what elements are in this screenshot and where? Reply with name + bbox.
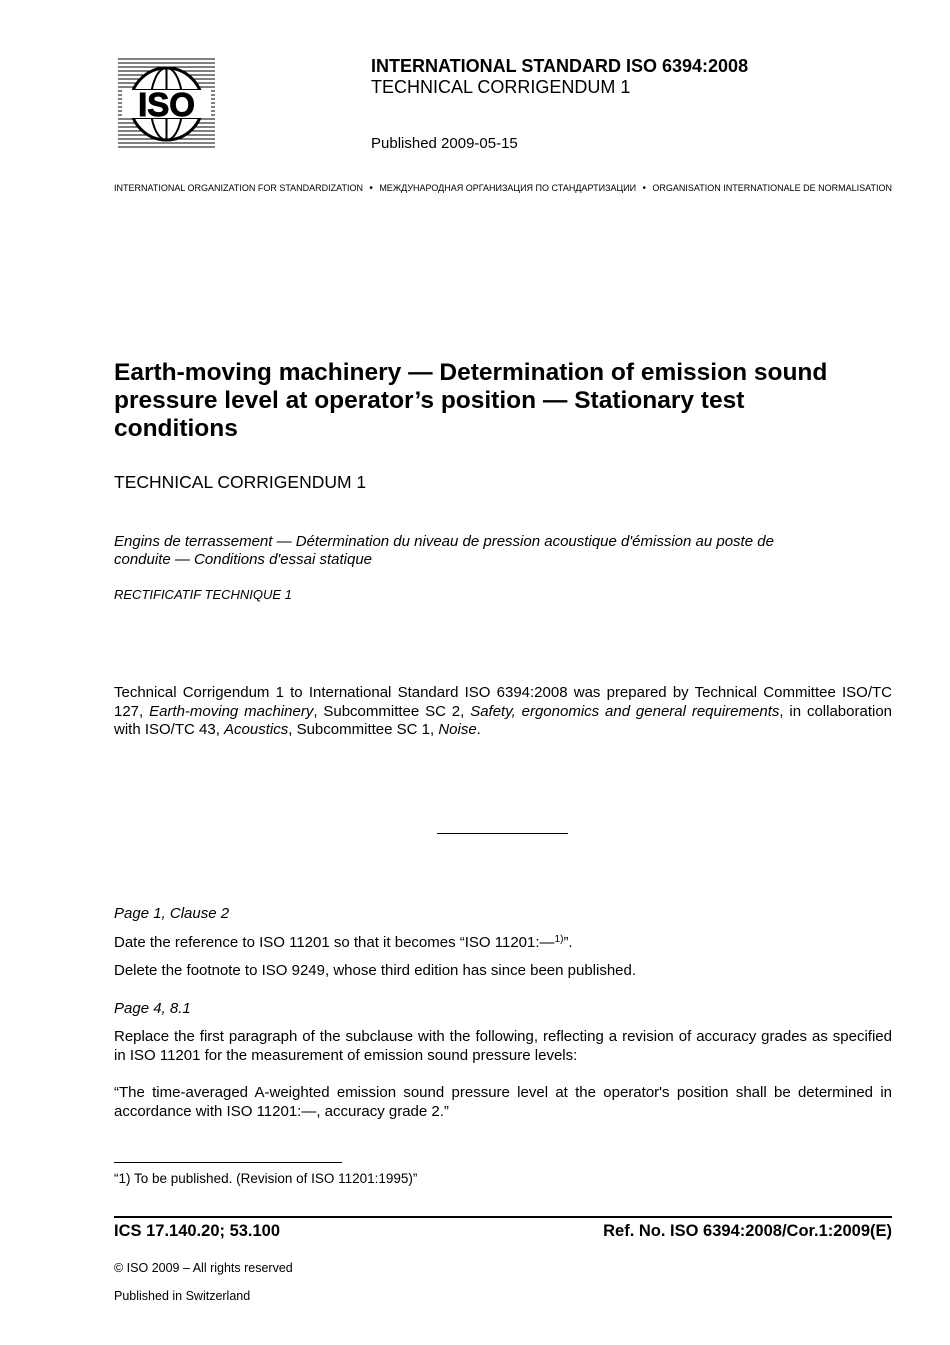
iso-logo [118,57,215,151]
clause-8-1-instruction: Replace the first paragraph of the subclause with the following, reflecting a revision of accuracy grades as specified in ISO 11201 for the measurement of emission sound pressure levels: [114,1028,892,1064]
org-name-russian: МЕЖДУНАРОДНАЯ ОРГАНИЗАЦИЯ ПО СТАНДАРТИЗАЦИИ [379,183,637,193]
organization-line [114,183,892,194]
committee-name: Earth-moving machinery [149,702,314,720]
footnote-rule [114,1162,342,1163]
clause-2-instruction-2: Delete the footnote to ISO 9249, whose third edition has since been published. [114,962,637,979]
intro-text: , Subcommittee SC 2, [313,702,471,720]
intro-paragraph [114,684,892,740]
intro-text: , in collaboration with ISO/TC 43, [114,702,893,738]
french-title-line: Engins de terrassement — Détermination du niveau de pression acoustique d'émission au poste de [114,533,774,550]
clause-8-1-heading: Page 4, 8.1 [114,1000,191,1017]
sc1-name: Noise [438,721,477,738]
clause-8-1-replacement-text: “The time-averaged A-weighted emission sound pressure level at the operator's position shall be determined in accordance with ISO 11201:—, accuracy grade 2.” [114,1084,892,1120]
clause-2-instruction-1 [114,934,573,951]
document-title [114,359,894,443]
footnote: “1) To be published. (Revision of ISO 11201:1995)” [114,1171,418,1186]
instruction-text: ”. [563,934,573,951]
subcommittee-name: Safety, ergonomics and general requirements [470,702,780,720]
french-corrigendum-label: RECTIFICATIF TECHNIQUE 1 [114,587,292,602]
bullet-separator: • [642,183,647,194]
corrigendum-subtitle: TECHNICAL CORRIGENDUM 1 [371,77,631,97]
title-line: Earth-moving machinery — Determination of emission sound [114,359,828,386]
french-title-line: conduite — Conditions d'essai statique [114,551,373,568]
published-in: Published in Switzerland [114,1289,251,1303]
corrigendum-label: TECHNICAL CORRIGENDUM 1 [114,472,367,492]
intro-text: . [476,721,481,738]
copyright-notice: © ISO 2009 – All rights reserved [114,1261,293,1275]
tc43-name: Acoustics [224,721,289,738]
section-divider [437,833,568,834]
ics-codes: ICS 17.140.20; 53.100 [114,1222,281,1240]
intro-text: Technical Corrigendum 1 to International Standard ISO 6394:2008 was prepared by Technical Committee ISO/TC 127, [114,684,892,720]
published-date: Published 2009-05-15 [371,135,518,152]
intro-text: , Subcommittee SC 1, [288,721,439,738]
title-line: conditions [114,415,238,442]
org-name-english: INTERNATIONAL ORGANIZATION FOR STANDARDIZATION [114,183,364,193]
title-line: pressure level at operator’s position — Stationary test [114,387,745,414]
org-name-french: ORGANISATION INTERNATIONALE DE NORMALISATION [652,183,892,193]
footer-rule [114,1216,892,1218]
bullet-separator: • [369,183,373,194]
french-title [114,533,874,569]
iso-logo-text: ISO [138,86,195,123]
reference-number: Ref. No. ISO 6394:2008/Cor.1:2009(E) [603,1222,892,1240]
clause-2-heading: Page 1, Clause 2 [114,905,230,922]
instruction-text: Date the reference to ISO 11201 so that it becomes “ISO 11201:— [114,934,555,951]
footnote-ref: 1) [554,934,564,945]
standard-title: INTERNATIONAL STANDARD ISO 6394:2008 [371,56,749,76]
